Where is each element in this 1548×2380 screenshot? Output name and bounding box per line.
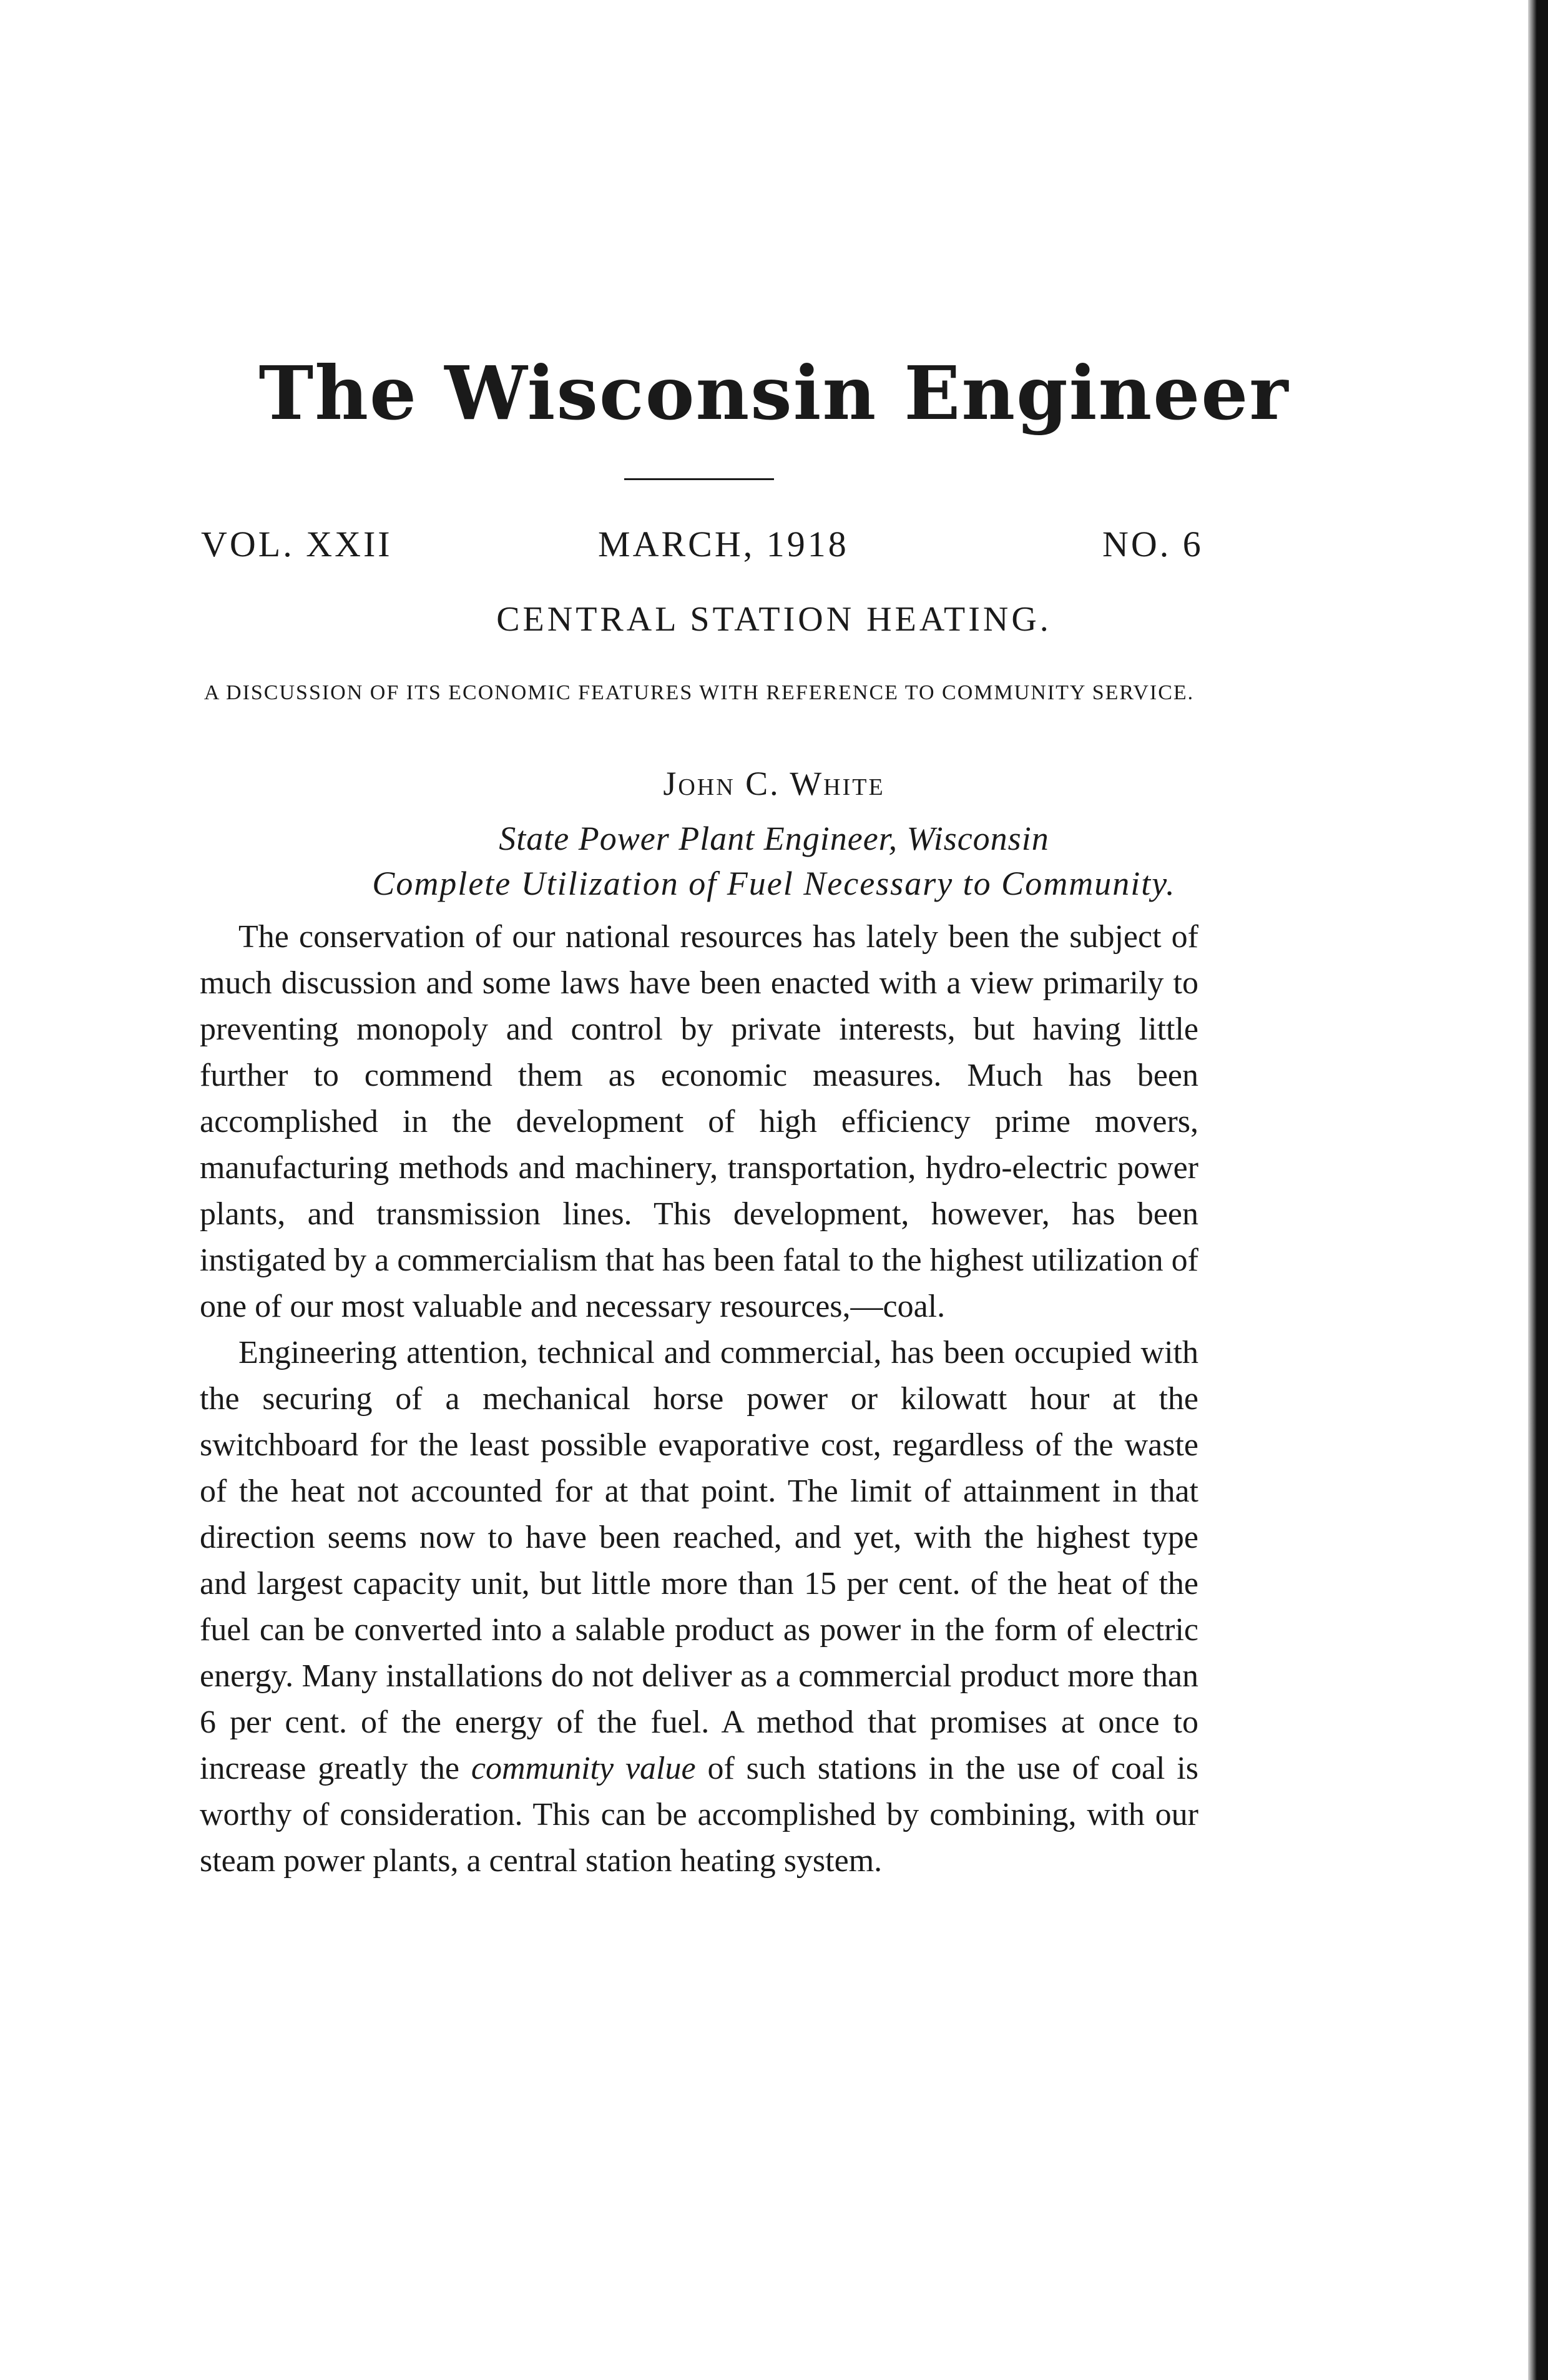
paragraph-2-text-a: Engineering attention, technical and commercial, has been occupied with the securing of a mechanical horse power or kilowatt hour at the switchboard for the least possible evaporative cost, regardless of the waste of the heat not accounted for at that point. The limit of attainment in that direction seems now to have been reached, and yet, with the highest type and largest capacity unit, but little more than 15 per cent. of the heat of the fuel can be converted into a salable product as power in the form of electric energy. Many installations do not deliver as a commercial product more than 6 per cent. of the energy of the fuel. A method that promises at once to increase greatly the (200, 1335, 1198, 1786)
article-body (200, 914, 1198, 1884)
issue-date: MARCH, 1918 (598, 524, 849, 564)
article-author: John C. White (663, 765, 885, 802)
volume-label: VOL. XXII (201, 524, 393, 564)
masthead-rule (624, 478, 774, 480)
body-paragraph-1: The conservation of our national resources has lately been the subject of much discussion and some laws have been enacted with a view primarily to preventing monopoly and control by private interests, but having little further to commend them as economic measures. Much has been accomplished in the development of high efficiency prime movers, manufacturing methods and machinery, transportation, hydro-electric power plants, and transmission lines. This development, however, has been instigated by a commercialism that has been fatal to the highest utilization of one of our most valuable and necessary resources,—coal. (200, 919, 1198, 1324)
article-subtitle: A DISCUSSION OF ITS ECONOMIC FEATURES WITH REFERENCE TO COMMUNITY SERVICE. (203, 681, 1195, 704)
section-heading: Complete Utilization of Fuel Necessary to Community. (372, 865, 1176, 902)
issue-number: NO. 6 (1102, 524, 1203, 564)
article-title: CENTRAL STATION HEATING. (496, 600, 1052, 639)
author-affiliation: State Power Plant Engineer, Wisconsin (499, 820, 1049, 857)
paragraph-2-emphasis: community value (471, 1751, 696, 1786)
body-paragraph-2 (200, 1330, 1198, 1884)
journal-masthead: The Wisconsin Engineer (258, 350, 1290, 436)
paragraph-2-text-b: of such stations in the use of coal is worthy of consideration. This can be accomplished by combining, with our steam power plants, a central station heating system. (200, 1751, 1198, 1879)
